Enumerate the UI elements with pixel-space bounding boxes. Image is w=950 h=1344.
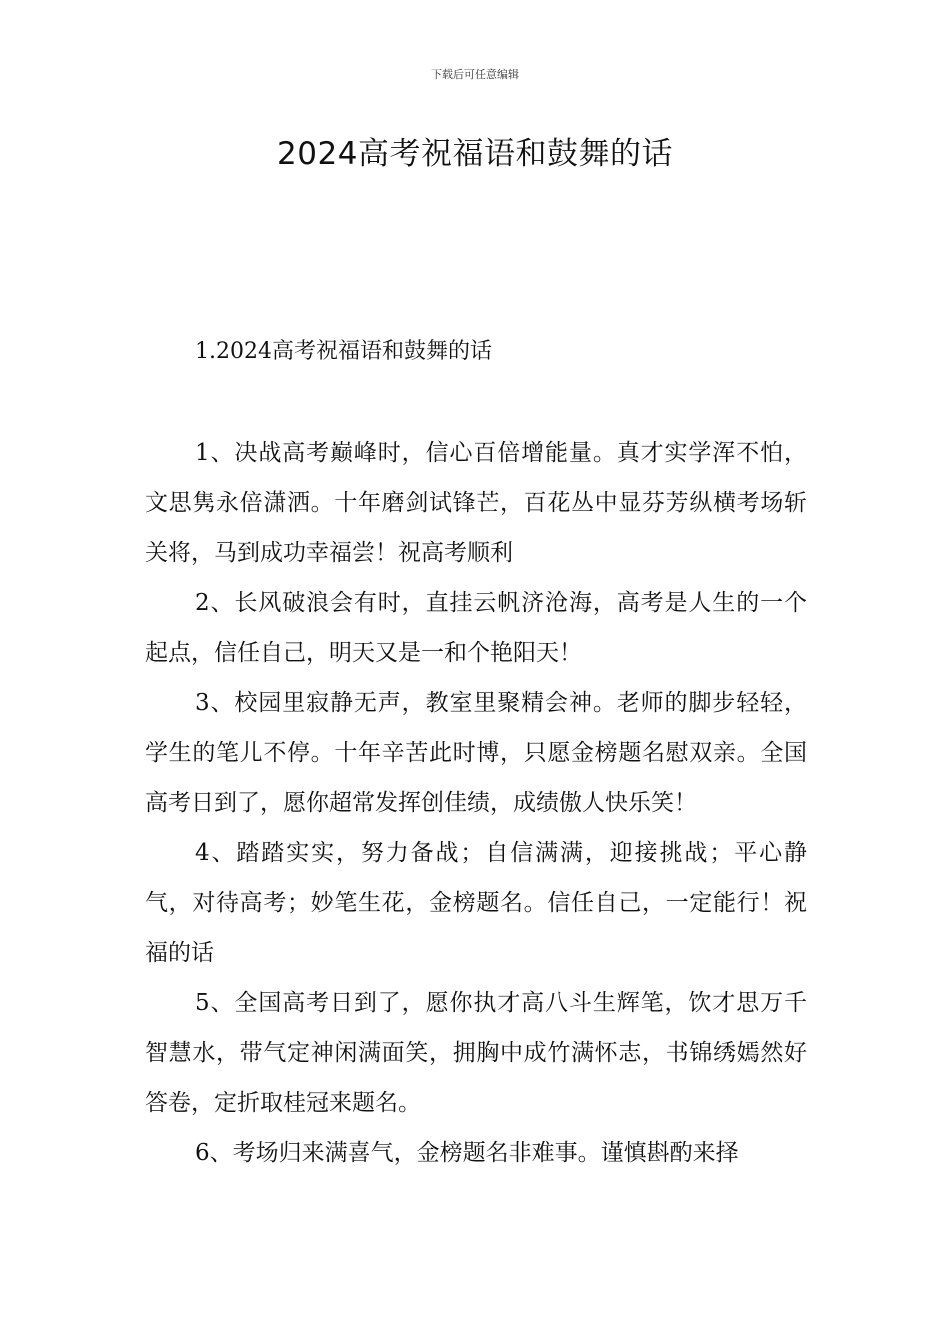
paragraph-6: 6、考场归来满喜气，金榜题名非难事。谨慎斟酌来择: [195, 1140, 739, 1166]
header-note: 下载后可任意编辑: [431, 68, 519, 81]
paragraph-3: 3、校园里寂静无声，教室里聚精会神。老师的脚步轻轻，学生的笔儿不停。十年辛苦此时博，只愿金榜题名慰双亲。全国高考日到了，愿你超常发挥创佳绩，成绩傲人快乐笑！: [145, 690, 807, 816]
paragraph-4: 4、踏踏实实，努力备战；自信满满，迎接挑战；平心静气，对待高考；妙笔生花，金榜题名。信任自己，一定能行！祝福的话: [145, 840, 807, 966]
document-title: 2024高考祝福语和鼓舞的话: [277, 136, 673, 172]
document-body: [145, 428, 807, 1178]
paragraph-1: 1、决战高考巅峰时，信心百倍增能量。真才实学浑不怕，文思隽永倍潇洒。十年磨剑试锋芒，百花丛中显芬芳纵横考场斩关将，马到成功幸福尝！祝高考顺利: [145, 440, 807, 566]
section-heading: 1.2024高考祝福语和鼓舞的话: [195, 339, 492, 364]
paragraph-2: 2、长风破浪会有时，直挂云帆济沧海，高考是人生的一个起点，信任自己，明天又是一和个艳阳天！: [145, 590, 807, 666]
paragraph-5: 5、全国高考日到了，愿你执才高八斗生辉笔，饮才思万千智慧水，带气定神闲满面笑，拥胸中成竹满怀志，书锦绣嫣然好答卷，定折取桂冠来题名。: [145, 990, 807, 1116]
